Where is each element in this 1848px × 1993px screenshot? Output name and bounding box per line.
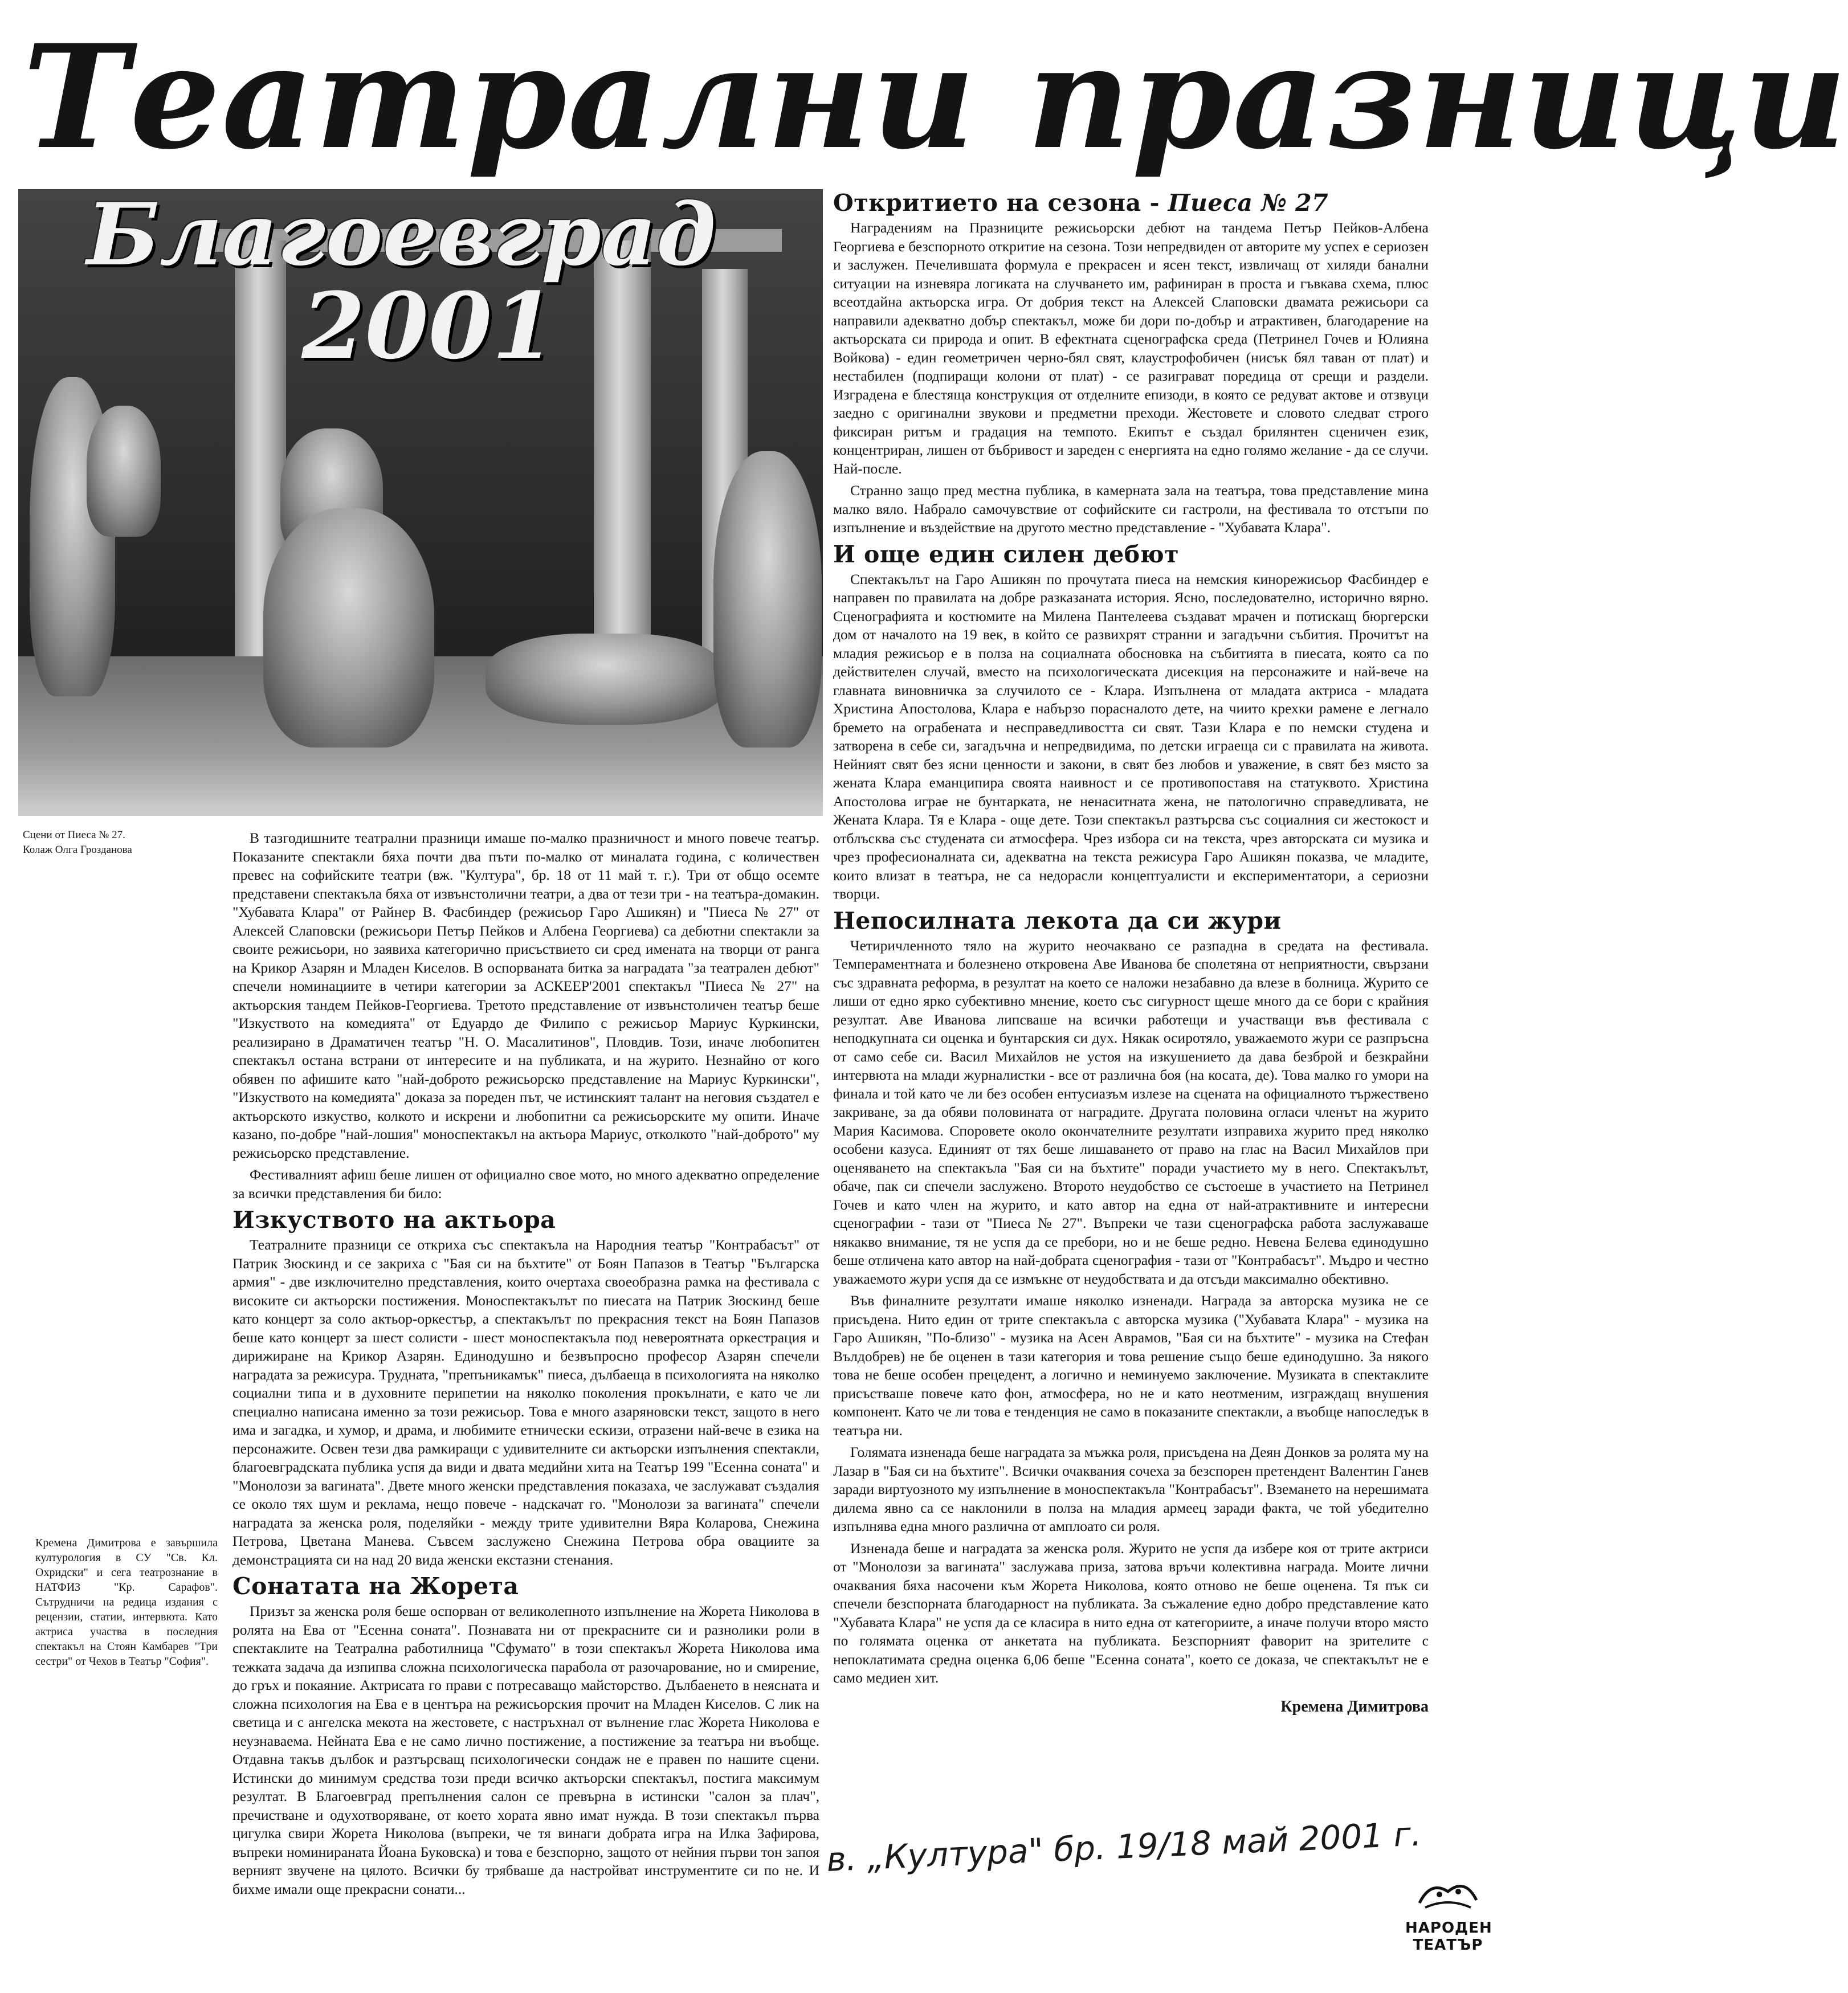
photo-caption — [23, 828, 228, 857]
paragraph: Четиричленното тяло на журито неочаквано се разпадна в средата на фестивала. Темпераментната и болезнено откровена Аве Иванова бе сполетяна от неприятности, свързани със здравната реформа, в резултат на което се наложи незабавно да влезе в болница. Журито се лиши от едно ярко субективно мнение, което със сигурност щеше много да се бори с крайния резултат. Аве Иванова липсваше на всички работещи и участващи във фестивала с неподкупната си оценка и бунтарския си дух. Някак осиротяло, уважаемото жури се разпръсна от само себе си. Васил Михайлов не устоя на изкушението да дава безброй и безкрайни интервюта на млади журналистки - все от различна боя (на косата, де). Това малко го умори на финала и той като че ли без особен ентусиазъм излезе на сцената на официалното тържествено закриване, за да обяви половината от наградите. Другата половина огласи членът на журито Мария Касимова. Споровете около окончателните резултати изправиха журито пред няколко особени казуса. Единият от тях беше лишаването от право на глас на Васил Михайлов при оценяването на спектакъла "Бая си на бъхтите" поради участието му в него. Спектакълът, обаче, пак си спечели заслужено. Второто неудобство се състоеше в участието на Петринел Гочев и като член на журито, и като автор на една от най-атрактивните и интересни сценографии - тази от "Пиеса № 27". Въпреки че тази сценографска работа заслужаваше някакво внимание, тя не успя да се пребори, но и не беше редно. Невена Белева единодушно беше отличена като автор на най-добрата сценография - тази от "Контрабасът". Мъдро и честно уважаемото жури успя да се измъкне от неудобствата и да отсъди максимално обективно. — [833, 937, 1429, 1287]
paragraph: Във финалните резултати имаше няколко изненади. Награда за авторска музика не се присъдена. Нито един от трите спектакъла с авторска музика ("Хубавата Клара" - музика на Гаро Ашикян, "По-близо" - музика на Асен Аврамов, "Бая си на бъхтите" - музика на Стефан Вълдобрев) не бе оценен в тази категория и това решение също беше единодушно. За някого това не беше особен прецедент, а логично и неминуемо заключение. Музиката в спектаклите присъстваше повече като фон, атмосфера, но не и като неотменим, изграждащ внушения компонент. Като че ли това е тенденция не само в показаните спектакли, а въобще напоследък в театъра ни. — [833, 1292, 1429, 1439]
photo-caption-line: Сцени от Пиеса № 27. — [23, 829, 125, 841]
paragraph: Странно защо пред местна публика, в камерната зала на театъра, това представление мина малко вяло. Набрало самочувствие от софийските си гастроли, на фестивала то отстъпи по изпълнение и въздействие на другото местно представление - "Хубавата Клара". — [833, 482, 1429, 536]
actor-figure — [87, 406, 161, 537]
left-column — [232, 829, 819, 1980]
theatre-mask-icon — [1414, 1874, 1482, 1914]
section-heading: Сонатата на Жорета — [232, 1573, 519, 1600]
section-heading: Непосилната лекота да си жури — [833, 906, 1282, 934]
author-signature: Кремена Димитрова — [1280, 1697, 1429, 1716]
photo-title: Благоевград — [87, 185, 716, 285]
section-heading-text: Откритието на сезона - — [833, 189, 1168, 217]
actor-figure — [263, 508, 434, 748]
paragraph: Театралните празници се откриха със спектакъла на Народния театър "Контрабасът" от Патрик Зюскинд и се закриха с "Бая си на бъхтите" от Боян Папазов в Театър "Българска армия" - две изключително представления, които очертаха своеобразна рамка на фестивала с високите си актьорски постижения. Моноспектакълът по пиесата на Патрик Зюскинд беше като концерт за соло актьор-оркестър, а спектакълът по прекрасния текст на Боян Папазов беше като концерт за шест солисти - шест моноспектакъла под невероятната оркестрация и дирижиране на Крикор Азарян. Единодушно и безвъпросно професор Азарян спечели наградата за режисура. Трудната, "препъникамък" пиеса, дълбаеща в психологията на няколко социални типа и в духовните перипетии на няколко поколения прокълнати, е като че ли специално написана именно за този режисьор. Това е много азаряновски текст, защото в него има и загадка, и хумор, и драма, и любимите етнически ескизи, отразени най-вече в езика на персонажите. Освен тези два рамкиращи с удивителните си актьорски изпълнения спектакли, благоевградската публика успя да види и двата медийни хита на Театър 199 "Есенна соната" и "Монолози за вагината". Двете много женски представления показаха, че заслужават създалия се около тях шум и реклама, нещо повече - надскачат го. "Монолози за вагината" спечели наградата за женска роля, поделяйки - между трите удивителни Вяра Коларова, Снежина Петрова, Цветана Маневa. Съвсем заслужено Снежина Петрова обра овациите за демонстрацията си на над 20 вида женски екстазни стенания. — [232, 1236, 819, 1568]
handwritten-source-note: в. „Култура" бр. 19/18 май 2001 г. — [826, 1814, 1422, 1879]
stage-column — [594, 240, 651, 673]
masthead-title: Театрални празници — [23, 13, 1848, 181]
paragraph: Изненада беше и наградата за женска роля. Журито не успя да избере коя от трите актриси от "Монолози за вагината" заслужава приза, затова връчи колективна награда. Моите лични очаквания бяха насочени към Жорета Николова, която отново не беше оценена. Тя пък си спечели безспорната благодарност на публиката. За съжаление едно добро представление като "Хубавата Клара" не успя да се класира в нито една от категориите, а иначе получи второ място по голямата оценка от анкетата на публиката. Безспорният фаворит на зрителите с непоклатимата средна оценка 6,06 беше "Есенна соната", което се доказа, че спектакълът не е само медиен хит. — [833, 1539, 1429, 1686]
paragraph: Наградениям на Празниците режисьорски дебют на тандема Петър Пейков-Албена Георгиева е безспорното откритие на сезона. Този непредвиден от авторите му успех е сериозен и заслужен. Печелившата формула е прекрасен и ясен текст, извличащ от хиляди банални ситуации на изневяра логиката на случването им, рафиниран в проста и гъвкава схема, плюс всеотдайна актьорска игра. От добрия текст на Алексей Слаповски двамата режисьори са направили адекватно добър спектакъл, може би дори по-добър и атрактивен, благодарение на актьорската си природа и опит. В ефектната сценографска среда (Петринел Гочев и Юлияна Войкова) - един геометричен черно-бял свят, клаустрофобичен (нисък бял таван от плат) и нестабилен (подпиращи колони от плат) - се разиграват поредица от срещи и раздели. Изградена е блестяща конструкция от отделните епизоди, в която се редуват актове и отзвуци заедно с оригинални звукови и предметни преходи. Жестовете и словото следват строго фиксиран ритъм и градация на темпото. Екипът е създал брилянтен сценичен език, концентриран, лишен от бъбривост и зареден с енергията на едно голямо желание - да се случи. Най-после. — [833, 219, 1429, 477]
photo-collage — [18, 185, 823, 816]
paragraph: В тазгодишните театрални празници имаше по-малко празничност и много повече театър. Показаните спектакли бяха почти два пъти по-малко от миналата година, с количествен превес на софийските театри (вж. "Култура", бр. 18 от 11 май т. г.). Три от общо осемте представени спектакъла бяха от извънстолични театри, а два от тези три - на театъра-домакин. "Хубавата Клара" от Райнер В. Фасбиндер (режисьор Гаро Ашикян) и "Пиеса № 27" от Алексей Слаповски (режисьори Петър Пейков и Албена Георгиева) са дебютни спектакли за своите режисьори, но заявиха категорично присъствието си сред имената на творци от ранга на Крикор Азарян и Младен Киселов. В оспорваната битка за наградата "за театрален дебют" спечели номинациите в четири категории за АСКЕЕР'2001 спектакъл "Пиеса № 27" на актьорския тандем Пейков-Георгиева. Третото представление от извънстоличен театър беше "Изкуството на комедията" от Едуардо де Филипо с режисьор Мариус Куркински, реализирано в Драматичен театър "Н. О. Масалитинов", Пловдив. Този, иначе любопитен спектакъл остана встрани от интересите и на публиката, и на журито. Незнайно от кого обявен по афишите като "най-доброто режисьорско представление на Мариус Куркински", "Изкуството на комедията" доказа за пореден път, че истинският талант на неговия създател е актьорското изкуство, колкото и искрени и любопитни са режисьорските му опити. Иначе казано, по-добре "най-лошия" моноспектакъл на актьора Мариус, отколкото "най-доброто" му режисьорско представление. — [232, 830, 819, 1161]
logo-line: ТЕАТЪР — [1413, 1937, 1483, 1954]
section-heading-play: Пиеса № 27 — [1168, 189, 1329, 217]
national-theatre-logo — [1405, 1874, 1491, 1977]
paragraph: Фестивалният афиш беше лишен от официално свое мото, но много адекватно определение за всички представления би било: — [232, 1166, 819, 1202]
photo-year: 2001 — [301, 272, 556, 379]
actor-figure — [486, 634, 725, 725]
paragraph: Спектакълът на Гаро Ашикян по прочутата пиеса на немския кинорежисьор Фасбиндер е направен по правилата на добре разказаната история. Ясно, последователно, исторично вярно. Сценографията и костюмите на Милена Пантелеева създават мрачен и потискащ бюргерски дом от началото на 19 век, в който се развихрят странни и загадъчни събития. Прочитът на младия режисьор е в полза на социалната обосновка на събитията в пиесата, която са по действителен случай, вместо на психологическата дисекция на персонажите и най-вече на главната виновничка за случилото се - Клара. Изпълнена от младата актриса - младата Христина Апостолова, Клара е набързо порасналото дете, на чиито крехки рамене е легнало бремето на ограбената и несправедливостта си свят. Тази Клара е по немски студена и затворена в себе си, загадъчна и непредвидима, по детски играеща си с правилата на живота. Нейният свят без ясни ценности и закони, в свят без любов и уважение, в свят без място за жената Клара еманципира своята наивност и се противопоставя на статуквото. Христина Апостолова играе не бунтарката, не ненаситната жена, не патологично справедливата, не Жената Клара. Тя е Клара - още дете. Този спектакъл разтърсва със социалния си жестокост и отблъсква със студената си атмосфера. Чрез избора си на текста, чрез авторската си музика и чрез професионалната си, адекватна на текста режисура Гаро Ашикян показва, че младите, които влизат в театъра, не са недорасли концептуалисти и експериментатори, а сериозни творци. — [833, 570, 1429, 902]
logo-line: НАРОДЕН — [1405, 1920, 1492, 1937]
section-heading: И още един силен дебют — [833, 540, 1180, 568]
right-column — [833, 187, 1429, 1805]
section-heading: Изкуството на актьора — [232, 1206, 556, 1234]
paragraph: Призът за женска роля беше оспорван от великолепното изпълнение на Жорета Николова в ролята на Ева от "Есенна соната". Познавата ни от прекрасните си и разнолики роли в спектаклите на Театрална работилница "Сфумато" в този спектакъл Жорета Николова има тежката задача да изпипва сложна психологическа парабола от разочарование, но и смирение, до гръх и покаяние. Актрисата го прави с потресаващо майсторство. Дълбаенето в неясната и сложна психология на Ева е в центъра на режисьорския прочит на Младен Киселов. С лик на светица и с ангелска мекота на жестовете, с настръхнал от вълнение глас Жорета Николова е неузнаваема. Нейната Ева е не само лично постижение, а постижение за театъра ни въобще. Отдавна такъв дълбок и разтърсващ психологически сондаж не е правен по нашите сцени. Истински до минимум средства този преди всичко актьорски спектакъл, постига максимум резултат. В Благоевград препълнения салон се превърна в истински "салон за плач", пречистване и одухотворяване, от което хората явно имат нужда. В този спектакъл първа цигулка свири Жорета Николова (въпреки, че тя винаги добрата игра на Илка Зафирова, въпреки номинираната Йоана Буковска) и това е безспорно, защото от нейния първи тон запоя верният звучене на цялото. Всички бу трябваше да настройват инструментите си по не. И бихме имали още прекрасни сонати... — [232, 1603, 819, 1897]
paragraph: Голямата изненада беше наградата за мъжка роля, присъдена на Деян Донков за ролята му на Лазар в "Бая си на бъхтите". Всички очаквания сочеха за безспорен претендент Валентин Ганев заради виртуозното му изпълнение в моноспектакъла "Контрабасът". Вземането на нерешимата дилема явно са се наклонили в полза на младия армеец заради факта, че той убедително изпълнява една много различна от амплоато си роля. — [833, 1444, 1429, 1534]
actor-figure — [713, 451, 822, 748]
section-heading — [833, 189, 1429, 217]
author-bio: Кремена Димитрова е завършила културология в СУ "Св. Кл. Охридски" и сега театрознание в НАТФИЗ "Кр. Сарафов". Сътрудничи на редица издания с рецензии, статии, интервюта. Като актриса участва в последния спектакъл на Стоян Камбарев "Три сестри" от Чехов в Театър "София". — [35, 1537, 218, 1668]
photo-caption-line: Колаж Олга Грозданова — [23, 844, 132, 856]
